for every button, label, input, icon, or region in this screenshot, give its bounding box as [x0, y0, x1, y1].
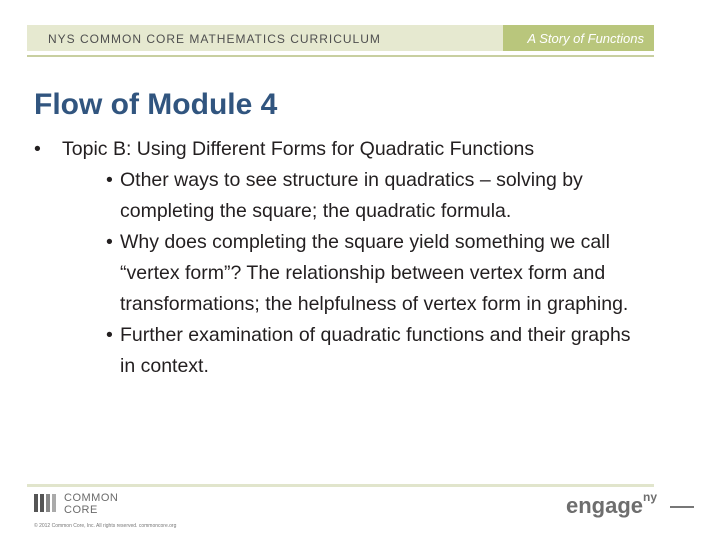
- sub-bullet-line: transformations; the helpfulness of vertex form in graphing.: [120, 293, 629, 315]
- sub-bullet-line: Why does completing the square yield something we call: [120, 231, 610, 253]
- common-core-logo-icon: [34, 494, 60, 512]
- engage-sup: ny: [643, 489, 658, 504]
- bullet-dot: •: [34, 138, 41, 160]
- engageny-logo: [566, 489, 658, 519]
- footer-divider: [27, 484, 654, 487]
- topic-bullet: [34, 134, 694, 165]
- bullet-dot: •: [106, 324, 113, 346]
- sub-bullet: [106, 320, 694, 382]
- header-series-badge: [503, 25, 654, 51]
- logo-line: COMMON: [64, 492, 119, 504]
- footer-dash: [670, 506, 694, 508]
- header-divider: [27, 55, 654, 57]
- sub-bullet-line: Other ways to see structure in quadratics – solving by: [120, 169, 583, 191]
- sub-bullet-line: Further examination of quadratic functions and their graphs: [120, 324, 631, 346]
- sub-bullet-line: “vertex form”? The relationship between vertex form and: [120, 262, 606, 284]
- common-core-wordmark: [64, 492, 118, 516]
- sub-bullet: [106, 165, 694, 227]
- bullet-list: [34, 134, 694, 382]
- sub-bullet: [106, 227, 694, 320]
- sub-bullet-line: completing the square; the quadratic formula.: [120, 200, 512, 222]
- curriculum-label: NYS COMMON CORE MATHEMATICS CURRICULUM: [48, 32, 381, 46]
- bullet-dot: •: [106, 169, 113, 191]
- slide-title: Flow of Module 4: [34, 88, 278, 121]
- copyright-notice: © 2012 Common Core, Inc. All rights reserved. commoncore.org: [34, 523, 177, 529]
- sub-bullet-line: in context.: [120, 355, 209, 377]
- series-label: A Story of Functions: [527, 31, 644, 46]
- logo-line: CORE: [64, 504, 98, 516]
- bullet-dot: •: [106, 231, 113, 253]
- engage-text: engage: [566, 493, 644, 518]
- topic-text: Topic B: Using Different Forms for Quadratic Functions: [62, 138, 535, 160]
